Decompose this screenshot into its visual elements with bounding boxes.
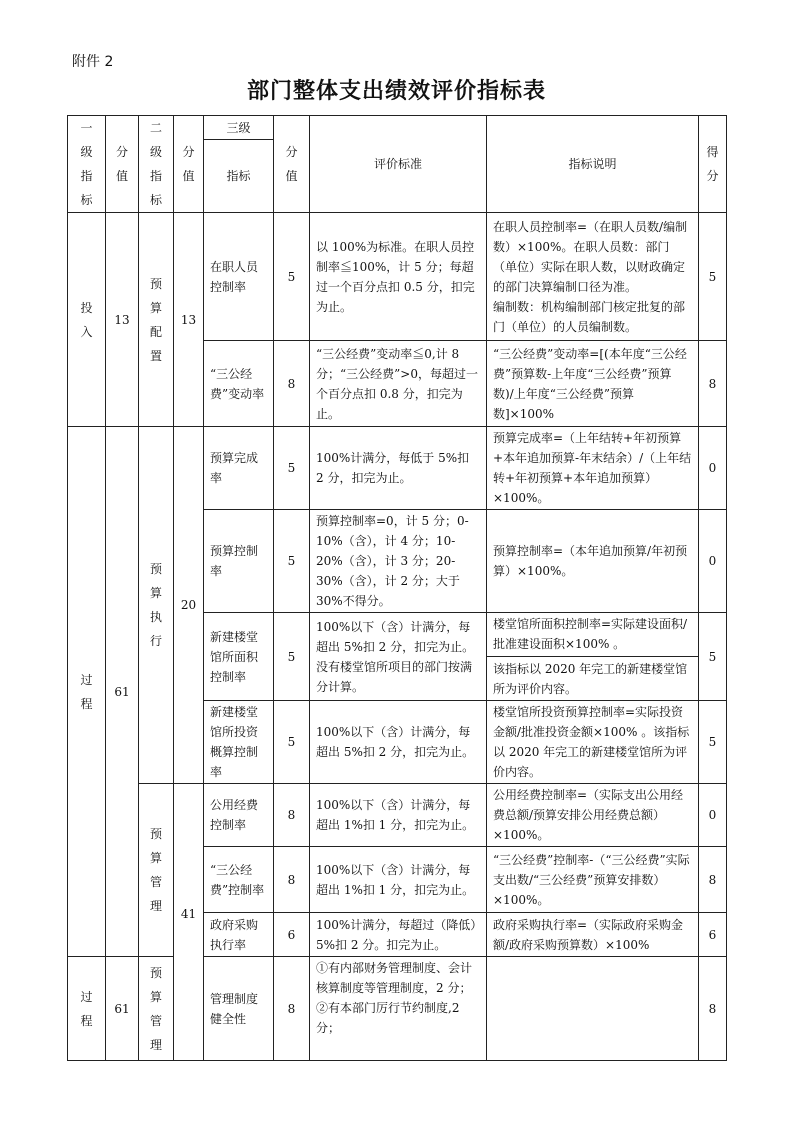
table-row — [68, 957, 727, 1061]
eval-standard-extra: ②有本部门厉行节约制度,2 分； — [316, 1001, 460, 1035]
level3-score: 5 — [274, 510, 310, 613]
level2-cell: 预算执行 — [139, 427, 174, 784]
level2-cell: 预算管理 — [139, 957, 174, 1061]
eval-standard: 预算控制率=0，计 5 分；0-10%（含），计 4 分；10-20%（含），计 3 分；20-30%（含），计 2 分；大于 30%不得分。 — [310, 510, 487, 613]
got-score: 0 — [699, 784, 727, 847]
level1-score: 61 — [106, 957, 139, 1061]
indicator-table — [67, 115, 727, 1061]
header-score1: 分值 — [106, 116, 139, 213]
eval-standard: 100%以下（含）计满分，每超出 1%扣 1 分，扣完为止。 — [310, 784, 487, 847]
level2-score: 41 — [174, 784, 204, 1061]
header-got: 得分 — [699, 116, 727, 213]
level3-name: 新建楼堂馆所投资概算控制率 — [204, 701, 274, 784]
level1-score: 13 — [106, 213, 139, 427]
level3-score: 5 — [274, 427, 310, 510]
header-score2: 分值 — [174, 116, 204, 213]
eval-standard: “三公经费”变动率≦0,计 8 分；“三公经费”>0，每超过一个百分点扣 0.8 分，扣完为止。 — [310, 341, 487, 427]
got-score: 0 — [699, 427, 727, 510]
level1-cell: 过程 — [68, 957, 106, 1061]
level3-score: 5 — [274, 613, 310, 701]
got-score: 5 — [699, 613, 727, 701]
indicator-desc-extra: 该指标以 2020 年完工的新建楼堂馆所为评价内容。 — [487, 656, 698, 699]
header-standard: 评价标准 — [310, 116, 487, 213]
level1-cell: 过程 — [68, 427, 106, 957]
level3-name: 新建楼堂馆所面积控制率 — [204, 613, 274, 701]
got-score: 8 — [699, 341, 727, 427]
table-header-row — [68, 116, 727, 140]
level3-score: 8 — [274, 784, 310, 847]
level3-name: 政府采购执行率 — [204, 913, 274, 957]
got-score: 5 — [699, 213, 727, 341]
indicator-desc: 楼堂馆所面积控制率=实际建设面积/批准建设面积×100% 。 该指标以 2020 年完工的新建楼堂馆所为评价内容。 — [487, 613, 699, 701]
indicator-desc: 公用经费控制率=（实际支出公用经费总额/预算安排公用经费总额）×100%。 — [487, 784, 699, 847]
indicator-desc: “三公经费”变动率=[(本年度“三公经费”预算数-上年度“三公经费”预算数)/上年度“三公经费”预算数]×100% — [487, 341, 699, 427]
indicator-desc: “三公经费”控制率-（“三公经费”实际支出数/“三公经费”预算安排数）×100%。 — [487, 847, 699, 913]
table-row — [68, 213, 727, 341]
eval-standard: 以 100%为标准。在职人员控制率≦100%，计 5 分；每超过一个百分点扣 0.5 分，扣完为止。 — [310, 213, 487, 341]
level3-name: 预算完成率 — [204, 427, 274, 510]
eval-standard: 100%以下（含）计满分，每超出 1%扣 1 分，扣完为止。 — [310, 847, 487, 913]
header-level2: 二级指标 — [139, 116, 174, 213]
table-row — [68, 784, 727, 847]
indicator-desc: 在职人员控制率=（在职人员数/编制数）×100%。在职人员数：部门（单位）实际在职人数，以财政确定的部门决算编制口径为准。 编制数：机构编制部门核定批复的部门（单位）的人员编制数。 — [487, 213, 699, 341]
level1-cell: 投入 — [68, 213, 106, 427]
attachment-label: 附件 2 — [72, 54, 114, 70]
got-score: 8 — [699, 957, 727, 1061]
got-score: 5 — [699, 701, 727, 784]
level3-name: 预算控制率 — [204, 510, 274, 613]
indicator-desc: 楼堂馆所投资预算控制率=实际投资金额/批准投资金额×100% 。该指标以 2020 年完工的新建楼堂馆所为评价内容。 — [487, 701, 699, 784]
level3-score: 8 — [274, 341, 310, 427]
eval-standard: 100%计满分，每超过（降低）5%扣 2 分。扣完为止。 — [310, 913, 487, 957]
indicator-desc: 政府采购执行率=（实际政府采购金额/政府采购预算数）×100% — [487, 913, 699, 957]
indicator-desc-extra: 编制数：机构编制部门核定批复的部门（单位）的人员编制数。 — [493, 299, 686, 334]
table-row — [68, 427, 727, 510]
level1-score: 61 — [106, 427, 139, 957]
level3-name: “三公经费”变动率 — [204, 341, 274, 427]
header-desc: 指标说明 — [487, 116, 699, 213]
level3-score: 6 — [274, 913, 310, 957]
header-score3: 分值 — [274, 116, 310, 213]
level3-name: “三公经费”控制率 — [204, 847, 274, 913]
level3-score: 5 — [274, 213, 310, 341]
eval-standard: 100%以下（含）计满分，每超出 5%扣 2 分，扣完为止。没有楼堂馆所项目的部门按满分计算。 — [310, 613, 487, 701]
header-level3-sub: 指标 — [204, 140, 274, 213]
eval-standard: 100%以下（含）计满分，每超出 5%扣 2 分，扣完为止。 — [310, 701, 487, 784]
level3-name: 管理制度健全性 — [204, 957, 274, 1061]
header-level3: 三级 — [204, 116, 274, 140]
page-title: 部门整体支出绩效评价指标表 — [246, 79, 546, 104]
level2-score: 20 — [174, 427, 204, 784]
level3-score: 8 — [274, 957, 310, 1061]
level2-cell: 预算配置 — [139, 213, 174, 427]
level3-score: 5 — [274, 701, 310, 784]
level3-score: 8 — [274, 847, 310, 913]
level3-name: 公用经费控制率 — [204, 784, 274, 847]
indicator-desc — [487, 957, 699, 1061]
got-score: 8 — [699, 847, 727, 913]
level2-cell: 预算管理 — [139, 784, 174, 957]
header-level1: 一级指标 — [68, 116, 106, 213]
got-score: 6 — [699, 913, 727, 957]
level3-name: 在职人员控制率 — [204, 213, 274, 341]
indicator-desc: 预算完成率=（上年结转+年初预算+本年追加预算-年末结余）/（上年结转+年初预算+本年追加预算）×100%。 — [487, 427, 699, 510]
eval-standard: ①有内部财务管理制度、会计核算制度等管理制度，2 分； ②有本部门厉行节约制度,2 分； — [310, 957, 487, 1061]
got-score: 0 — [699, 510, 727, 613]
eval-standard: 100%计满分，每低于 5%扣 2 分，扣完为止。 — [310, 427, 487, 510]
level2-score: 13 — [174, 213, 204, 427]
indicator-desc: 预算控制率=（本年追加预算/年初预算）×100%。 — [487, 510, 699, 613]
